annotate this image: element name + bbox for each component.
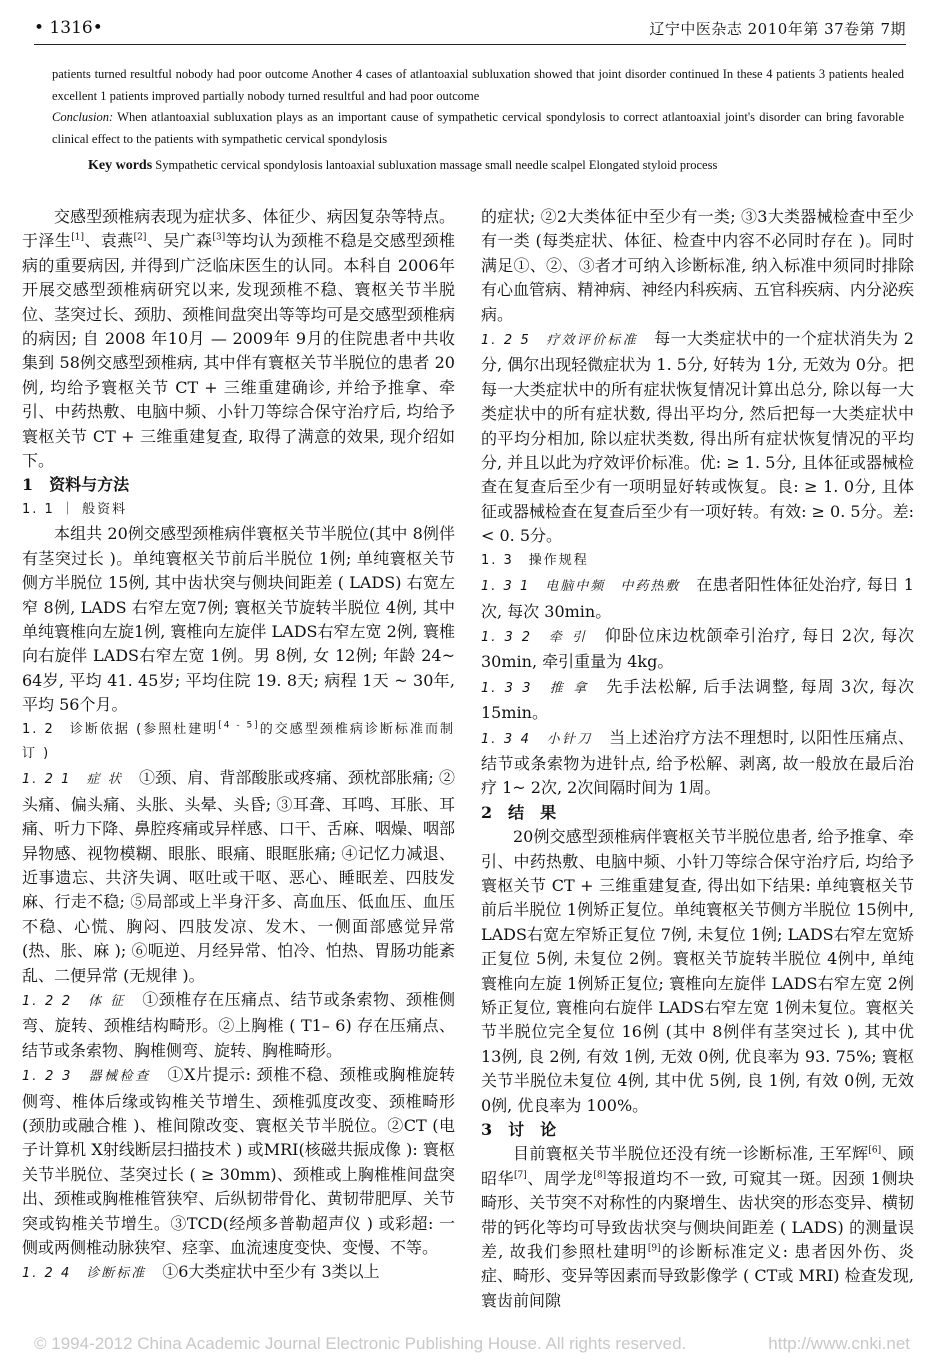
discussion-paragraph: 目前寰枢关节半脱位还没有统一诊断标准, 王军辉[6]、顾昭华[7]、周学龙[8]等报道均不一致, 可窥其一斑。因颈 1侧块畸形、关节突不对称性的内聚增生、齿状突的形态变异、横韧带的钙化等均可导致齿状突与侧块间距差 ( LADS) 的测量误差, 故我们参照杜建明[9]的诊断标准定义: 患者因外伤、炎症、畸形、变异等因素而导致影像学 ( CT或 MRI) 检查发现, 寰齿前间隙 xyxy=(481,1144,914,1310)
conclusion-label: Conclusion: xyxy=(52,110,114,124)
diagnosis-criteria-paragraph: 1. 2 4 诊断标准 ①6大类症状中至少有 3类以上 xyxy=(22,1262,380,1282)
keywords xyxy=(52,155,904,177)
reference-link[interactable]: [2] xyxy=(133,233,147,244)
procedure-paragraph: 1. 3 2 牵 引 仰卧位床边枕颌牵引治疗, 每日 2次, 每次 30min, 牵引重量为 4kg。 xyxy=(481,625,914,672)
item-label: 1. 2 3 器械检查 xyxy=(22,1069,151,1085)
keywords-text: Sympathetic cervical spondylosis lantoaxial subluxation massage small needle scalpel Elongated styloid process xyxy=(152,158,718,172)
reference-link[interactable]: [9] xyxy=(647,1243,661,1254)
instrument-exam-paragraph: 1. 2 3 器械检查 ①X片提示: 颈椎不稳、颈椎或胸椎旋转侧弯、椎体后缘或钩椎关节增生、颈椎弧度改变、颈椎畸形 (颈肋或融合椎 )、椎间隙改变、寰枢关节半脱位。②CT (电子计算机 X射线断层扫描技术 ) 或MRI(核磁共振成像 ): 寰枢关节半脱位、茎突过长 ( ≥ 30mm)、颈椎或上胸椎椎间盘突出、颈椎或胸椎椎管狭窄、后纵韧带骨化、黄韧带肥厚、关节突或钩椎关节增生。③TCD(经颅多普勒超声仪 ) 或彩超: 一侧或两侧椎动脉狭窄、痉挛、血流速度变快、变慢、不等。 xyxy=(22,1065,455,1258)
keywords-label: Key words xyxy=(88,158,153,173)
right-column xyxy=(481,205,914,1313)
symptoms-paragraph: 1. 2 1 症 状 ①颈、肩、背部酸胀或疼痛、颈枕部胀痛; ②头痛、偏头痛、头胀、头晕、头昏; ③耳聋、耳鸣、耳胀、耳痛、听力下降、鼻腔疼痛或异样感、口干、舌麻、咽燥、咽部异物感、视物模糊、眼胀、眼痛、眼眶胀痛; ④记忆力减退、近事遗忘、共济失调、呕吐或干呕、恶心、睡眠差、四肢发麻、行走不稳; ⑤局部或上半身汗多、高血压、低血压、血压不稳、心慌、胸闷、四肢发凉、发木、一侧面部感觉异常 (热、胀、麻 ); ⑥呃逆、月经异常、怕冷、怕热、胃肠功能紊乱、二便异常 (无规律 )。 xyxy=(22,768,455,985)
section-heading: 3 讨 论 xyxy=(481,1120,557,1140)
general-data-paragraph: 本组共 20例交感型颈椎病伴寰枢关节半脱位(其中 8例伴有茎突过长 )。单纯寰枢关节前后半脱位 1例; 单纯寰枢关节侧方半脱位 15例, 其中齿状突与侧块间距差 ( LADS) 右宽左窄 8例, LADS 右窄左宽7例; 寰枢关节旋转半脱位 4例, 其中单纯寰椎向左旋1例, 寰椎向左旋伴 LADS右窄左宽 2例, 寰椎向右旋伴 LADS右窄左宽 1例。男 8例, 女 12例; 年龄 24~ 64岁, 平均 41. 45岁; 平均住院 19. 8天; 病程 1天 ~ 30年, 平均 56个月。 xyxy=(22,524,455,715)
reference-link[interactable]: [8] xyxy=(593,1170,607,1181)
abstract-conclusion xyxy=(52,107,904,150)
english-abstract xyxy=(52,64,904,177)
diagnosis-criteria-continued: 的症状; ②2大类体征中至少有一类; ③3大类器械检查中至少有一类 (每类症状、体征、检查中内容不必同时存在 )。同时满足①、②、③者才可纳入诊断标准, 纳入标准中须同时排除有心血管病、精神病、神经内科疾病、五官科疾病、内分泌疾病。 xyxy=(481,207,914,324)
item-label: 1. 2 2 体 征 xyxy=(22,994,126,1009)
conclusion-text: When atlantoaxial subluxation plays as an important cause of sympathetic cervical spondylosis to correct atlantoaxial joint's disorder can bring favorable clinical effect to the patients with sympathetic cervical spondylosis xyxy=(52,110,904,146)
procedure-paragraph: 1. 3 1 电脑中频 中药热敷 在患者阳性体征处治疗, 每日 1次, 每次 30min。 xyxy=(481,575,914,621)
item-label: 1. 3 4 小针刀 xyxy=(481,731,593,747)
efficacy-criteria-paragraph: 1. 2 5 疗效评价标准 每一大类症状中的一个症状消失为 2分, 偶尔出现轻微症状为 1. 5分, 好转为 1分, 无效为 0分。把每一大类症状中的所有症状恢复情况计算出总分, 除以每一大类症状中的所有症状数, 得出平均分, 然后把每一大类症状中的平均分相加, 除以症状类数, 得出所有症状恢复情况的平均分, 并且以此为疗效评价标准。优: ≥ 1. 5分, 且体征或器械检查在复查后至少有一项明显好转或恢复。良: ≥ 1. 0分, 且体征或器械检查在复查后至少有一项好转。有效: ≥ 0. 5分。差: < 0. 5分。 xyxy=(481,329,914,546)
item-label: 1. 2 5 疗效评价标准 xyxy=(481,333,638,349)
journal-issue: 辽宁中医杂志 2010年第 37卷第 7期 xyxy=(649,20,906,38)
subsection-heading: 1. 3 操作规程 xyxy=(481,552,589,568)
copyright-watermark xyxy=(34,1334,910,1354)
page-number: • 1316• xyxy=(34,18,103,38)
item-label: 1. 2 1 症 状 xyxy=(22,772,123,788)
copyright-text: © 1994-2012 China Academic Journal Electronic Publishing House. All rights reserved. xyxy=(34,1334,687,1353)
abstract-results-text: patients turned resultful nobody had poor outcome Another 4 cases of atlantoaxial subluxation showed that joint disorder continued In these 4 patients 3 patients healed excellent 1 patients improved partially nobody turned resultful and had poor outcome xyxy=(52,67,904,103)
running-header xyxy=(34,18,906,45)
reference-link[interactable]: [7] xyxy=(514,1170,527,1181)
subsection-heading: 1. 1 ｜ 般资料 xyxy=(22,501,128,517)
subsection-heading: 1. 2 诊断依据 (参照杜建明[4 - 5]的交感型颈椎病诊断标准而制订 ) xyxy=(22,720,455,761)
reference-link[interactable]: [3] xyxy=(212,233,226,244)
item-label: 1. 3 1 电脑中频 中药热敷 xyxy=(481,579,681,595)
left-column xyxy=(22,205,455,1287)
results-paragraph: 20例交感型颈椎病伴寰枢关节半脱位患者, 给予推拿、牵引、中药热敷、电脑中频、小针刀等综合保守治疗后, 均给予寰枢关节 CT + 三维重建复查, 得出如下结果: 单纯寰枢关节前后半脱位 1例矫正复位。单纯寰枢关节侧方半脱位 15例中, LADS右宽左窄矫正复位 7例, 未复位 1例; LADS右窄左宽矫正复位 5例, 未复位 2例。寰枢关节旋转半脱位 4例中, 单纯寰椎向左旋 1例矫正复位; 寰椎向左旋伴 LADS右窄左宽 2例矫正复位, 寰椎向右旋伴 LADS右窄左宽 1例未复位。寰枢关节半脱位完全复位 16例 (其中 8例伴有茎突过长 ), 其中优 13例, 良 2例, 有效 1例, 无效 0例, 优良率为 93. 75%; 寰枢关节半脱位未复位 4例, 其中优 5例, 良 1例, 有效 0例, 无效 0例, 优良率为 100%。 xyxy=(481,827,914,1115)
reference-link[interactable]: [6] xyxy=(868,1146,882,1157)
reference-link[interactable]: [1] xyxy=(71,233,84,244)
item-label: 1. 3 2 牵 引 xyxy=(481,629,588,645)
item-label: 1. 3 3 推 拿 xyxy=(481,680,590,696)
procedure-paragraph: 1. 3 4 小针刀 当上述治疗方法不理想时, 以阳性压痛点、结节或条索物为进针点, 给予松解、剥离, 故一般放在最后治疗 1~ 2次, 2次间隔时间为 1周。 xyxy=(481,727,914,798)
section-heading: 2 结 果 xyxy=(481,802,557,822)
cnki-url[interactable]: http://www.cnki.net xyxy=(768,1334,910,1353)
intro-paragraph: 交感型颈椎病表现为症状多、体征少、病因复杂等特点。于泽生[1]、袁燕[2]、吴广森[3]等均认为颈椎不稳是交感型颈椎病的重要病因, 并得到广泛临床医生的认同。本科自 2006年开展交感型颈椎病研究以来, 发现颈椎不稳、寰枢关节半脱位、茎突过长、颈肋、颈椎间盘突出等等均可是交感型颈椎病的病因; 自 2008 年10月 — 2009年 9月的住院患者中共收集到 58例交感型颈椎病, 其中伴有寰枢关节半脱位的患者 20例, 均给予寰枢关节 CT + 三维重建确诊, 并给予推拿、牵引、中药热敷、电脑中频、小针刀等综合保守治疗后, 均给予寰枢关节 CT + 三维重建复查, 取得了满意的效果, 现介绍如下。 xyxy=(22,207,455,471)
procedure-paragraph: 1. 3 3 推 拿 先手法松解, 后手法调整, 每周 3次, 每次 15min。 xyxy=(481,676,914,723)
item-label: 1. 2 4 诊断标准 xyxy=(22,1266,147,1282)
section-heading: 1 资料与方法 xyxy=(22,475,130,495)
reference-link[interactable]: [4 - 5] xyxy=(218,720,260,731)
signs-paragraph: 1. 2 2 体 征 ①颈椎存在压痛点、结节或条索物、颈椎侧弯、旋转、颈椎结构畸形。②上胸椎 ( T1– 6) 存在压痛点、结节或条索物、胸椎侧弯、旋转、胸椎畸形。 xyxy=(22,990,455,1060)
